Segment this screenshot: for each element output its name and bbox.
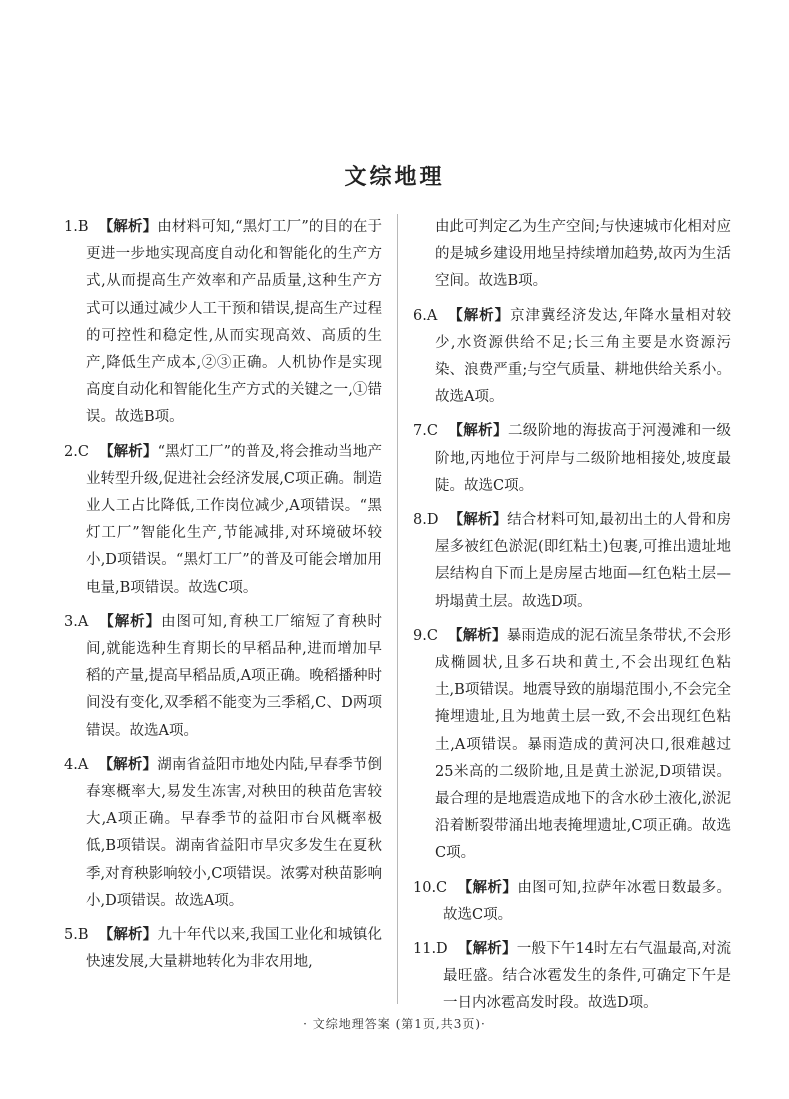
answer-text: 结合材料可知,最初出土的人骨和房屋多被红色淤泥(即红粘土)包裹,可推出遗址地层结构自下而上是房屋古地面—红色粘土层—坍塌黄土层。故选D项。 [435,512,732,610]
answer-number: 7.C [413,423,438,440]
answer-item [413,936,731,1018]
answer-number: 10.C [413,879,448,896]
answer-number: 2.C [64,443,89,460]
answer-number: 3.A [64,613,89,630]
analysis-tag: 【解析】 [98,613,162,630]
page-title: 文综地理 [344,165,445,190]
answer-item [413,303,731,412]
answer-number: 8.D [413,512,439,529]
answer-text: 由图可知,育秧工厂缩短了育秧时间,就能选种生育期长的早稻品种,进而增加早稻的产量,提高早稻品质,A项正确。晚稻播种时间没有变化,双季稻不能变为三季稻,C、D两项错误。故选A项。 [86,613,383,739]
answer-item [64,439,382,602]
answer-text: “黑灯工厂”的普及,将会推动当地产业转型升级,促进社会经济发展,C项正确。制造业人工占比降低,工作岗位减少,A项错误。“黑灯工厂”智能化生产,节能减排,对环境破坏较小,D项错误。“黑灯工厂”的普及可能会增加用电量,B项错误。故选C项。 [86,443,382,596]
answer-item-continued [413,214,731,296]
analysis-tag: 【解析】 [447,627,507,644]
analysis-tag: 【解析】 [457,879,518,896]
answer-item [413,418,731,500]
answer-number: 1.B [64,219,89,235]
answer-item [413,507,731,616]
answer-text: 九十年代以来,我国工业化和城镇化快速发展,大量耕地转化为非农用地, [86,927,383,971]
answer-number: 5.B [64,927,89,944]
answer-item [413,623,731,868]
answer-number: 6.A [413,307,438,324]
analysis-tag: 【解析】 [98,756,158,773]
answer-item [64,214,382,432]
answer-text: 暴雨造成的泥石流呈条带状,不会形成椭圆状,且多石块和黄土,不会出现红色粘土,B项错误。地震导致的崩塌范围小,不会完全掩埋遗址,且为地黄土层一致,不会出现红色粘土,A项错误。暴雨造成的黄河决口,很难越过25米高的二级阶地,且是黄土淤泥,D项错误。最合理的是地震造成地下的含水砂土液化,淤泥沿着断裂带涌出地表掩埋遗址,C项正确。故选C项。 [435,627,732,862]
answer-text: 二级阶地的海拔高于河漫滩和一级阶地,丙地位于河岸与二级阶地相接处,坡度最陡。故选C项。 [435,423,732,494]
answer-number: 9.C [413,627,438,644]
answer-number: 4.A [64,756,89,773]
answer-item [413,875,731,929]
answer-text: 湖南省益阳市地处内陆,早春季节倒春寒概率大,易发生冻害,对秧田的秧苗危害较大,A项正确。早春季节的益阳市台风概率极低,B项错误。湖南省益阳市旱灾多发生在夏秋季,对育秧影响较小,C项错误。浓雾对秧苗影响小,D项错误。故选A项。 [86,756,383,909]
answer-text: 由图可知,拉萨年冰雹日数最多。故选C项。 [443,879,732,923]
answer-text: 京津冀经济发达,年降水量相对较少,水资源供给不足;长三角主要是水资源污染、浪费严重;与空气质量、耕地供给关系小。故选A项。 [435,307,732,406]
analysis-tag: 【解析】 [447,423,508,440]
answer-item [64,752,382,915]
left-column [64,214,382,983]
answer-number: 11.D [413,941,448,958]
page-footer: · 文综地理答案 (第1页,共3页)· [303,1017,486,1031]
answer-item [64,922,382,976]
column-divider [397,214,398,1004]
answer-text: 由材料可知,“黑灯工厂”的目的在于更进一步地实现高度自动化和智能化的生产方式,从而提高生产效率和产品质量,这种生产方式可以通过减少人工干预和错误,提高生产过程的可控性和稳定性,从而实现高效、高质的生产,降低生产成本,②③正确。人机协作是实现高度自动化和智能化生产方式的关键之一,①错误。故选B项。 [86,219,382,426]
analysis-tag: 【解析】 [447,307,511,324]
answer-text: 由此可判定乙为生产空间;与快速城市化相对应的是城乡建设用地呈持续增加趋势,故丙为生活空间。故选B项。 [435,219,731,290]
analysis-tag: 【解析】 [98,443,158,460]
right-column [413,214,731,1025]
analysis-tag: 【解析】 [457,941,517,958]
analysis-tag: 【解析】 [448,512,508,529]
answer-text: 一般下午14时左右气温最高,对流最旺盛。结合冰雹发生的条件,可确定下午是一日内冰雹高发时段。故选D项。 [443,941,732,1012]
answer-item [64,609,382,745]
analysis-tag: 【解析】 [98,927,158,944]
analysis-tag: 【解析】 [98,219,158,235]
